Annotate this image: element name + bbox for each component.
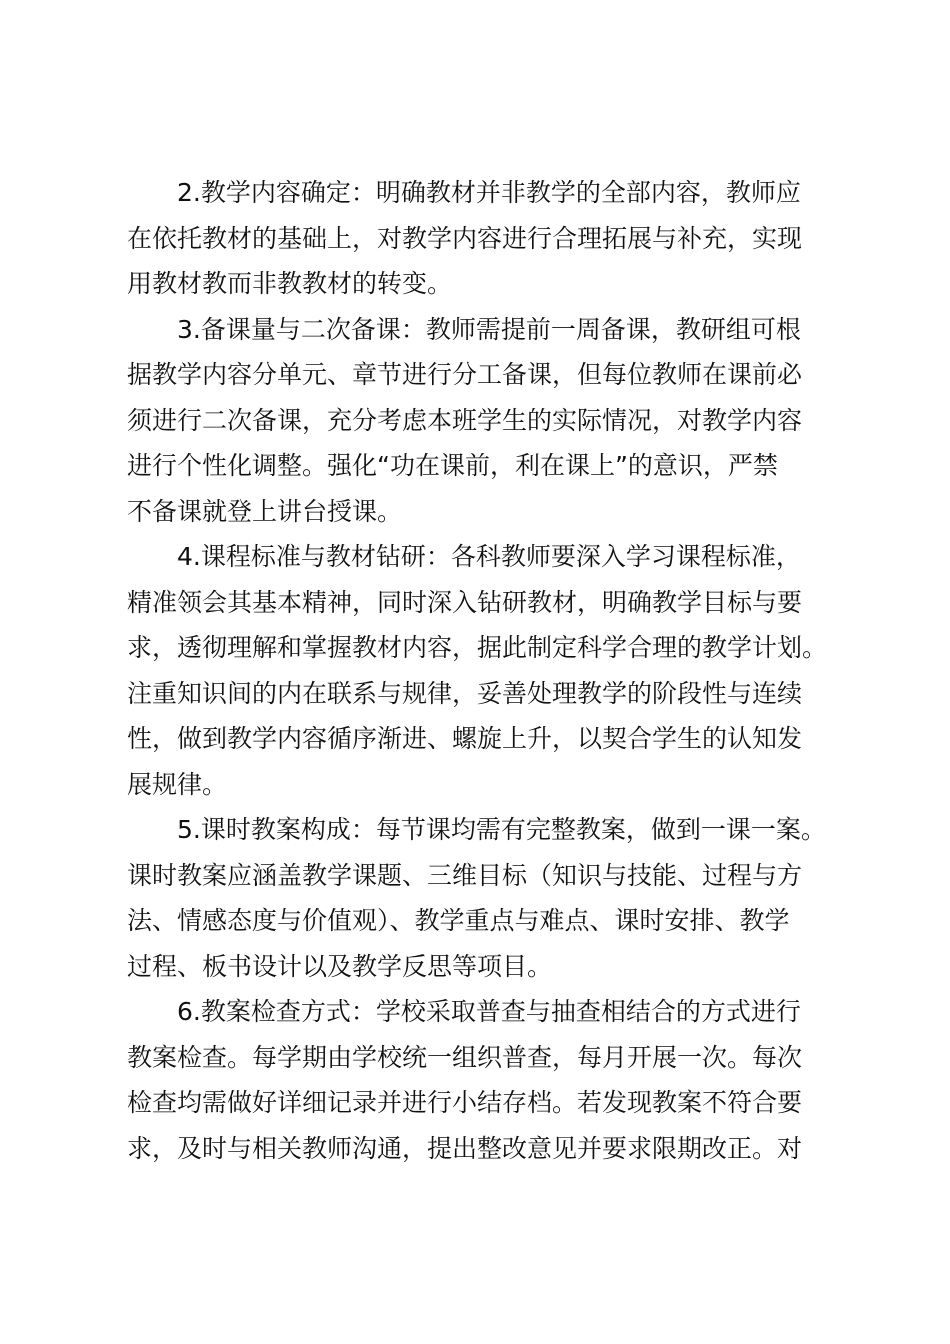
text-line: 过程、板书设计以及教学反思等项目。 bbox=[127, 951, 553, 981]
text-line: 课时教案应涵盖教学课题、三维目标（知识与技能、过程与方 bbox=[127, 860, 803, 890]
text-line: 6.教案检查方式：学校采取普查与抽查相结合的方式进行 bbox=[177, 997, 801, 1026]
text-line: 展规律。 bbox=[127, 769, 228, 799]
text-line: 在依托教材的基础上，对教学内容进行合理拓展与补充，实现 bbox=[127, 223, 803, 253]
text-line: 精准领会其基本精神，同时深入钻研教材，明确教学目标与要 bbox=[127, 587, 803, 617]
text-line: 4.课程标准与教材钻研：各科教师要深入学习课程标准， bbox=[177, 542, 801, 571]
text-line: 不备课就登上讲台授课。 bbox=[127, 496, 403, 526]
text-line: 注重知识间的内在联系与规律，妥善处理教学的阶段性与连续 bbox=[127, 678, 803, 708]
text-line: 法、情感态度与价值观）、教学重点与难点、课时安排、教学 bbox=[127, 906, 790, 935]
text-line: 教案检查。每学期由学校统一组织普查，每月开展一次。每次 bbox=[127, 1042, 803, 1072]
text-line: 3.备课量与二次备课：教师需提前一周备课，教研组可根 bbox=[177, 314, 801, 344]
text-line: 进行个性化调整。强化“功在课前，利在课上”的意识，严禁 bbox=[127, 451, 778, 480]
text-line: 检查均需做好详细记录并进行小结存档。若发现教案不符合要 bbox=[127, 1088, 803, 1117]
text-line: 求，透彻理解和掌握教材内容，据此制定科学合理的教学计划。 bbox=[127, 633, 828, 662]
paragraph-lesson-preparation bbox=[127, 307, 839, 535]
text-line: 性，做到教学内容循序渐进、螺旋上升，以契合学生的认知发 bbox=[127, 724, 803, 753]
text-line: 5.课时教案构成：每节课均需有完整教案，做到一课一案。 bbox=[177, 815, 826, 844]
document-body bbox=[127, 170, 839, 1171]
text-line: 用教材教而非教教材的转变。 bbox=[127, 269, 453, 298]
paragraph-lesson-plan-inspection bbox=[127, 989, 839, 1171]
paragraph-lesson-plan-structure bbox=[127, 807, 839, 989]
text-line: 2.教学内容确定：明确教材并非教学的全部内容，教师应 bbox=[177, 178, 801, 207]
text-line: 求，及时与相关教师沟通，提出整改意见并要求限期改正。对 bbox=[127, 1133, 803, 1163]
text-line: 须进行二次备课，充分考虑本班学生的实际情况，对教学内容 bbox=[127, 405, 803, 435]
text-line: 据教学内容分单元、章节进行分工备课，但每位教师在课前必 bbox=[127, 360, 803, 389]
paragraph-content-determination bbox=[127, 170, 839, 307]
paragraph-curriculum-study bbox=[127, 534, 839, 807]
